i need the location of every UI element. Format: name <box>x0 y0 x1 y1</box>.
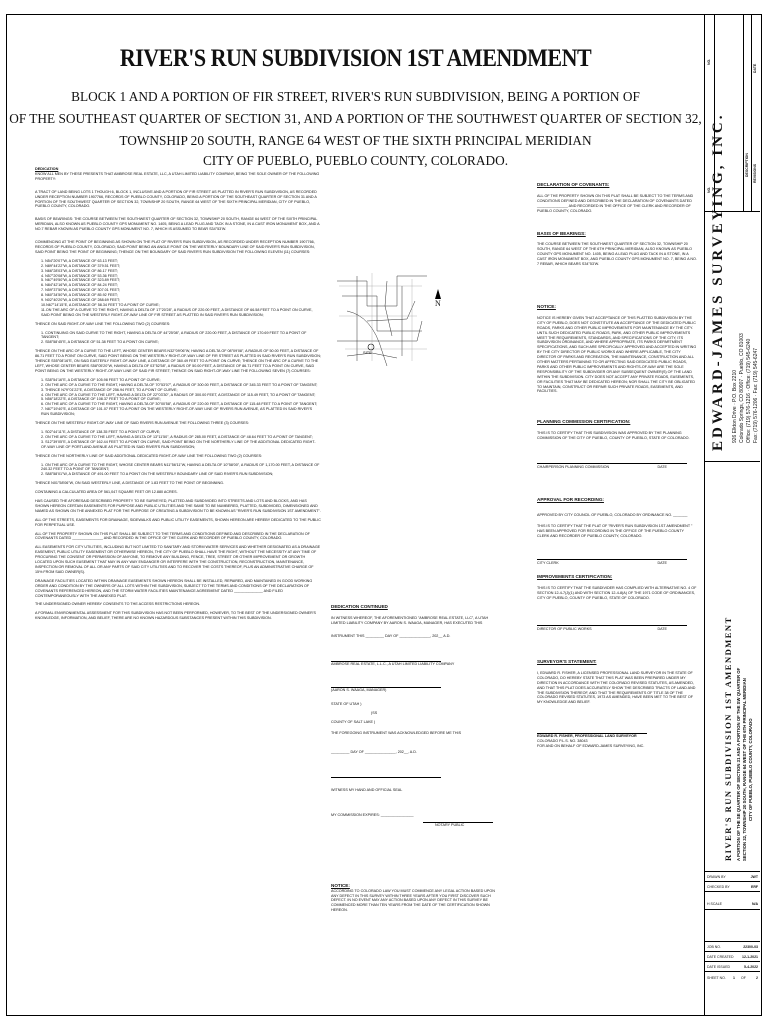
course-item: 1. S38°54'16"E, A DISTANCE OF 105.98 FEET TO A POINT OF CURVE; <box>41 377 161 382</box>
revisions-header: REVISIONS <box>753 163 757 183</box>
bearings-text: THE COURSE BETWEEN THE SOUTHWEST QUARTER OF SECTION 32, TOWNSHIP 20 SOUTH, RANGE 64 WEST OF THE 6TH PRINCIPAL MERIDIAN, ALSO KNOWN AS PUEBLO COUNTY GPS MONUMENT NO. 1405, BEING A LEAD PLUG AND TACK IN A STONE, IN A CAST IRON MONUMENT BOX, AND PUEBLO COUNTY GPS MONUMENT NO. 7, BEING A NO. 7 REBAR, WHICH BEARS S34°53'W. <box>537 242 697 267</box>
commission-text: MY COMMISSION EXPIRES: ________________ <box>331 812 414 817</box>
planning-label: PLANNING COMMISSION CERTIFICATION: <box>537 419 631 425</box>
city-clerk-label: CITY CLERK <box>537 560 559 565</box>
director-label: DIRECTOR OF PUBLIC WORKS <box>537 627 592 632</box>
course-item: 2. S88°58'01"W, A DISTANCE OF 491.00 FEET TO A POINT ON THE WESTERLY BOUNDARY LINE OF SAID RIVER'S RUN SUBDIVISION; <box>41 472 274 477</box>
approval-label: APPROVAL FOR RECORDING: <box>537 497 604 502</box>
notice-label-middle: NOTICE: <box>331 882 350 888</box>
instrument-text: INSTRUMENT THIS _________ DAY OF _______________, 202__ A.D. <box>331 633 451 638</box>
course-item: 2. S58°58'45"E, A DISTANCE OF 51.38 FEET TO A POINT ON CURVE; <box>41 340 159 345</box>
course-item: 6. ON THE ARC OF A CURVE TO THE RIGHT, HAVING A DELTA OF 30°00'58", A RADIUS OF 220.00 FEET, A DISTANCE OF 115.48 FEET TO A POINT OF TANGENT; <box>41 402 318 407</box>
no-header: NO. <box>707 58 711 65</box>
checked-by-value: ERF <box>751 885 758 889</box>
course-item: 7. N59°37'50"W, A DISTANCE OF 307.01 FEET; <box>41 288 120 293</box>
consents-text: THE UNDERSIGNED OWNER HEREBY CONSENTS TO THE ACCESS RESTRICTIONS HEREON. <box>35 602 201 607</box>
vicinity-map <box>327 261 441 371</box>
state-text: STATE OF UTAH ) <box>331 702 362 707</box>
thence-text-4: THENCE N01°58'06"W, ON SAID WESTERLY LINE, A DISTANCE OF 1.83 FEET TO THE POINT OF BEGINNING. <box>35 481 224 486</box>
drawn-by-value: JWT <box>750 875 758 879</box>
date-header: DATE <box>753 63 757 73</box>
acknowledgement-text: THE FOREGOING INSTRUMENT WAS ACKNOWLEDGED BEFORE ME THIS <box>331 731 462 736</box>
thence-text-2: THENCE ON THE WESTERLY RIGHT-OF-WAY LINE OF SAID RIVERS RUN AVENUE THE FOLLOWING THREE (3) COURSES: <box>35 421 250 426</box>
improvements-label: IMPROVEMENTS CERTIFICATION: <box>537 574 613 580</box>
notice-text: NOTICE IS HEREBY GIVEN THAT ACCEPTANCE OF THIS PLATTED SUBDIVISION BY THE CITY OF PUEBLO, DOES NOT CONSTITUTE AN ACCEPTANCE OF THE DEDICATED PUBLIC ROADS, PARKS AND OTHER PUBLIC IMPROVEMENTS FOR MAINTENANCE BY THE CITY. UNTIL SUCH DEDICATED PUBLIC ROADS, PARK, AND OTHER PUBLIC IMPROVEMENTS MEET THE REQUIREMENTS, STANDARDS, AND SPECIFICATIONS OF THE CITY, ITS SUBDIVISION ORDINANCE, AND WHERE APPROPRIATE, ITS PARKS DEPARTMENT SPECIFICATIONS, AND SUCH ARE SPECIFICALLY APPROVED AND ACCEPTED IN WRITING BY THE CITY DIRECTOR OF PUBLIC WORKS AND WHERE APPLICABLE, THE CITY DIRECTOR OF PARKS AND RECREATION, THE MAINTENANCE, CONSTRUCTION AND ALL OTHER MATTERS PERTAINING TO OR AFFECTING SAID DEDICATED PUBLIC ROADS, PARKS AND OTHER PUBLIC IMPROVEMENTS AND RIGHTS-OF-WAY ARE THE SOLE RESPONSIBILITY OF THE SUBDIVIDER OR ANY SUBSEQUENT OWNER(S) OF THE LAND WITHIN THE SUBDIVISION. CITY DOES NOT ACCEPT ANY PRIVATE ROADS, EASEMENTS, OR FACILITIES THAT MAY BE DEDICATED HEREON; NOR SHALL THE CITY BE OBLIGATED TO MAINTAIN, CONSTRUCT OR REPAIR SUCH PRIVATE ROADS, EASEMENTS, AND FACILITIES. <box>537 315 697 394</box>
surveyor-for: FOR AND ON BEHALF OF EDWARD-JAMES SURVEYING, INC. <box>537 744 645 749</box>
project-desc-1: A PORTION OF THE SE QUARTER OF SECTION 31 AND A PORTION OF THE SW QUARTER OF <box>736 667 741 861</box>
signature-line <box>331 777 441 778</box>
north-arrow-icon <box>435 289 441 308</box>
dedication-intro: KNOW ALL MEN BY THESE PRESENTS THAT AMBROSE REAL ESTATE, LLC, A UTAH LIMITED LIABILITY COMPANY, BEING THE SOLE OWNER OF THE FOLLOWING PROPERTY: <box>35 171 320 181</box>
dedication-column <box>35 167 321 625</box>
spacer-cell <box>705 909 760 942</box>
caused-text: HAS CAUSED THE AFORESAID DESCRIBED PROPERTY TO BE SURVEYED, PLATTED AND SUBDIVIDED INTO STREETS AND LOTS AND BLOCKS, AND HAS SHOWN HEREON CERTAIN EASEMENTS FOR PURPOSE AND PUBLIC UTILITIES AND THE SAME TO BE NUMBERED, PLATTED, SUBDIVIDED, DIMENSIONED AND NAMED AS SHOWN ON THE ANNEXED PLAT FOR THE PURPOSE OF CREATING A SUBDIVISION TO BE KNOWN AS "RIVER'S RUN SUBDIVISION 1ST AMENDMENT". <box>35 499 321 513</box>
subtitle-line-3: TOWNSHIP 20 SOUTH, RANGE 64 WEST OF THE SIXTH PRINCIPAL MERIDIAN <box>119 133 592 148</box>
subtitle-line-2: OF THE SOUTHEAST QUARTER OF SECTION 31, AND A PORTION OF THE SOUTHWEST QUARTER OF SECTION 32, <box>9 111 702 126</box>
plat-sheet <box>6 14 762 1016</box>
course-item: 10.N67°14'15"E, A DISTANCE OF 58.34 FEET TO A POINT OF CURVE; <box>41 302 160 307</box>
company-address-2: Colorado Springs, CO 80907 · Pueblo, CO 81003 <box>739 333 745 443</box>
company-address-1: 926 Elkton Drive · P.O. Box 2210 <box>732 369 738 443</box>
course-item: 5. N56°18'22"E, A DISTANCE OF 108.37 FEET TO A POINT OF CURVE; <box>41 397 161 402</box>
checked-by-label: CHECKED BY <box>707 885 730 889</box>
scale-cell <box>705 891 760 910</box>
project-block <box>705 461 760 872</box>
containing-text: CONTAINING A CALCULATED AREA OF 561,047 SQUARE FEET OR 12.880 ACRES. <box>35 490 178 495</box>
course-item: 3. N66°28'03"W, A DISTANCE OF 86.17 FEET; <box>41 268 118 273</box>
company-text: AMBROSE REAL ESTATE, L.L.C., A UTAH LIMITED LIABILITY COMPANY <box>331 661 455 666</box>
sheet-label: SHEET NO. <box>707 976 726 980</box>
course-item: 6. N84°42'16"W, A DISTANCE OF 84.24 FEET; <box>41 283 118 288</box>
acknowledgement-day-text: _________ DAY OF _______________, 202__, A.D. <box>331 750 417 755</box>
thence-text-3: THENCE ON THE NORTHERLY LINE OF SAID ADDITIONAL DEDICATED RIGHT-OF-WAY LINE THE FOLLOWING TWO (2) COURSES: <box>35 453 263 458</box>
course-item: 1. CONTINUING ON SAID CURVE TO THE RIGHT, HAVING A DELTA OF 44°25'08", A RADIUS OF 220.00 FEET, A DISTANCE OF 170.69 FEET TO A POINT OF TANGENT; <box>41 330 307 340</box>
manager-text: (AARON S. WAAGA, MANAGER) <box>331 687 387 692</box>
course-item: 4. N57°20'08"W, A DISTANCE OF 53.36 FEET; <box>41 273 118 278</box>
planning-signature-row <box>537 463 687 470</box>
courses-list-2 <box>41 331 321 346</box>
course-item: 2. N89°44'22"W, A DISTANCE OF 379.51 FEET; <box>41 263 120 268</box>
job-label: JOB NO. <box>707 945 722 949</box>
date-label: DATE <box>657 465 667 470</box>
planning-text: THIS IS TO CERTIFY THAT THIS SUBDIVISION WAS APPROVED BY THE PLANNING COMMISSION OF THE CITY OF PUEBLO, COUNTY OF PUEBLO, STATE OF COLORADO. <box>537 431 690 441</box>
course-item: 8. N60°34'50"W, A DISTANCE OF 85.92 FEET; <box>41 293 118 298</box>
company-phone: Office: (719) 576-1216 · Office: (719) 545-6240 <box>746 338 752 443</box>
environmental-text: A FORMAL ENVIRONMENTAL ASSESSMENT FOR THIS SUBDIVISION HAS NOT BEEN PERFORMED, HOWEVER, TO THE BEST OF THE UNDERSIGNED OWNER'S KNOWLEDGE, INFORMATION, AND BELIEF, THERE ARE NO KNOWN HAZARDOUS SUBSTANCES PRESENT WITHIN THIS SUBDIVISION. <box>35 611 316 621</box>
course-item: 4. ON THE ARC OF A CURVE TO THE LEFT, HAVING A DELTA OF 22°03'30", A RADIUS OF 300.00 FEET, A DISTANCE OF 115.49 FEET, TO A POINT OF TANGENT; <box>41 392 316 397</box>
drainage-text: DRAINAGE FACILITIES LOCATED WITHIN DRAINAGE EASEMENTS SHOWN HEREON SHALL BE INSTALLED, REPAIRED, AND MAINTAINED IN GOOD WORKING ORDER AND CONDITION BY THE OWNERS OF ALL LOTS WITHIN THE SUBDIVISION, SUBJECT TO THE TERMS AND CONDITIONS OF THE DECLARATION OF COVENANTS REFERENCED HEREON, AND THE STORM WATER FACILITIES MAINTENANCE AGREEMENT DATED ______________ AND FILED CONTEMPORANEOUSLY WITH THE ANNEXED PLAT. <box>35 578 313 598</box>
course-item: 3. THENCE N79°01'22"E, A DISTANCE OF 256.94 FEET, TO A POINT OF CURVE; <box>41 387 178 392</box>
site-label: SITE <box>363 350 372 355</box>
surveyor-reg: COLORADO P.L.S. NO. 38043 <box>537 739 588 744</box>
sheet-cell <box>705 971 760 984</box>
page-title: RIVER'S RUN SUBDIVISION 1ST AMENDMENT <box>119 43 592 72</box>
surveyor-text: I, EDWARD R. FISHER, A LICENSED PROFESSIONAL LAND SURVEYOR IN THE STATE OF COLORADO, DO HEREBY STATE THAT THIS PLAT WAS BEEN PREPARED UNDER MY DIRECTION IN ACCORDANCE WITH THE COLORADO REVISED STATUTES, AS AMENDED, AND THAT THIS PLAT DOES ACCURATELY SHOW THE DESCRIBED TRACTS OF LAND AND THE SUBDIVISION THEREOF, AND THAT THE REQUIREMENTS OF TITLE 38 OF THE COLORADO REVISED STATUTES, 1973 AS AMENDED, HAVE BEEN MET TO THE BEST OF MY KNOWLEDGE AND BELIEF. <box>537 670 696 705</box>
company-fax: Fax: (719) 576-1206 · Fax: (719) 545-6247 <box>753 347 759 443</box>
certify-text: THIS IS TO CERTIFY THAT THE PLAT OF "RIVER'S RUN SUBDIVISION 1ST AMENDMENT " HAS BEEN APPROVED FOR RECORDING IN THE OFFICE OF THE PUEBLO COUNTY CLERK AND RECORDER OF PUEBLO COUNTY, COLORADO. <box>537 523 693 538</box>
subtitle-line-4: CITY OF PUEBLO, PUEBLO COUNTY, COLORADO. <box>202 153 509 168</box>
chairperson-label: CHAIRPERSON PLANNING COMMISSION <box>537 465 610 470</box>
tract-description: A TRACT OF LAND BEING LOTS 1 THOUGH 6, BLOCK 1, INCLUSIVE AND A PORTION OF FIR STREET AS PLATTED IN RIVER'S RUN SUBDIVISION, AS RECORDED UNDER RECEPTION NUMBER 1907766, RECORDS OF PUEBLO COUNTY, COLORADO, BEING A PORTION OF THE SOUTHEAST QUARTER OF SECTION 31 AND A PORTION OF THE SOUTHWEST QUARTER OF SECTION 32, TOWNSHIP 20 SOUTH, RANGE 64 WEST OF THE SIXTH PRINCIPAL MERIDIAN, CITY OF PUEBLO, PUEBLO COUNTY, COLORADO. <box>35 189 317 209</box>
surveyor-label: SURVEYOR'S STATEMENT: <box>537 658 597 664</box>
courses-list-5 <box>41 463 321 478</box>
sheet-number: 1 <box>733 976 735 980</box>
project-title: RIVER'S RUN SUBDIVISION 1ST AMENDMENT <box>723 616 733 861</box>
director-signature-row <box>537 625 687 632</box>
basis-of-bearings-text: BASIS OF BEARINGS: THE COURSE BETWEEN THE SOUTHWEST QUARTER OF SECTION 32, TOWNSHIP 20 SOUTH, RANGE 64 WEST OF THE SIXTH PRINCIPAL MERIDIAN, ALSO KNOWN AS PUEBLO COUNTY GPS MONUMENT NO. 1405, BEING A LEAD PLUG AND TACK IN A STONE, IN A CAST IRON MONUMENT BOX, AND A NO.7 REBAR KNOWN AS PUEBLO COUNTY GPS MONUMENT NO. 7, WHICH IS ASSUMED TO BEAR S34°53'W. <box>35 217 320 232</box>
witness-seal-text: WITNESS MY HAND AND OFFICIAL SEAL <box>331 787 403 792</box>
covenants-text: ALL OF THE PROPERTY SHOWN ON THIS PLAT SHALL BE SUBJECT TO THE TERMS AND CONDITIONS DEFINED AND DESCRIBED IN THE DECLARATION OF COVENANTS DATED _______________ AND RECORDED IN THE OFFICE OF THE CLERK AND RECORDER OF PUEBLO COUNTY, COLORADO. <box>537 193 694 213</box>
improvements-text: THIS IS TO CERTIFY THAT THE SUBDIVIDER HAS COMPLIED WITH ALTERNATIVE NO. 4 OF SECTION 12-4-7(J)(1) AND WITH SECTION 12-4-8(A) OF THE 1971 CODE OF ORDINANCES, CITY OF PUEBLO, COUNTY OF PUEBLO, STATE OF COLORADO. <box>537 586 697 601</box>
course-item: 1. ON THE ARC OF A CURVE TO THE RIGHT, WHOSE CENTER BEARS N11°56'11"W, HAVING A DELTA OF 10°58'00", A RADIUS OF 1,170.00 FEET, A DISTANCE OF 240.32 FEET TO A POINT OF TANGENT; <box>41 462 320 472</box>
course-item: 11.ON THE ARC OF A CURVE TO THE RIGHT, HAVING A DELTA OF 17°20'28", A RADIUS OF 220.00 FEET, A DISTANCE OF 66.58 FEET TO A POINT ON CURVE, SAID POINT BEING ON THE WESTERLY RIGHT-OF-WAY LINE OF FIR STREET AS PLATTED IN SAID RIVER'S RUN SUBDIVISION; <box>41 307 313 317</box>
streets-text: ALL OF THE STREETS, EASEMENTS FOR DRAINAGE, SIDEWALKS AND PUBLIC UTILITY EASEMENTS, SHOWN HEREON ARE HEREBY DEDICATED TO THE PUBLIC FOR PERPETUAL USE. <box>35 517 321 527</box>
property-text: ALL OF THE PROPERTY SHOWN ON THIS PLAT SHALL BE SUBJECT TO THE TERMS AND CONDITIONS DEFINED AND DESCRIBED IN THE DECLARATION OF COVENANTS DATED _______________ AND RECORDED IN THE OFFICE OF THE CLERK AND RECORDER OF PUEBLO COUNTY, COLORADO. <box>35 531 310 541</box>
course-item: 1. N54°20'07"W, A DISTANCE OF 63.13 FEET; <box>41 258 118 263</box>
witness-text: IN WITNESS WHEREOF, THE AFOREMENTIONED "AMBROSE REAL ESTATE, LLC", A UTAH LIMITED LIABILITY COMPANY BY AARON S. WAAGA, MANAGER, HAS EXECUTED THIS <box>331 615 489 625</box>
sheet-of-label: OF <box>741 976 746 980</box>
main-area <box>7 15 704 1015</box>
job-value: 22300-03 <box>743 945 758 949</box>
thence-text-1: THENCE ON SAID RIGHT-OF-WAY LINE THE FOLLOWING TWO (2) COURSES: <box>35 321 171 326</box>
date-label: DATE <box>657 627 667 632</box>
project-desc-3: CITY OF PUEBLO, PUEBLO COUNTY, COLORADO <box>748 718 753 821</box>
courses-list-3 <box>41 378 321 417</box>
vicinity-map-drawing <box>327 261 437 371</box>
notice-text-middle: ACCORDING TO COLORADO LAW YOU MUST COMMENCE ANY LEGAL ACTION BASED UPON ANY DEFECT IN THIS SURVEY WITHIN THREE YEARS AFTER YOU FIRST DISCOVER SUCH DEFECT. IN NO EVENT MAY ANY ACTION BASED UPON ANY DEFECT IN THIS SURVEY BE COMMENCED MORE THAN TEN YEARS FROM THE DATE OF THE CERTIFICATION SHOWN HEREON. <box>331 888 495 913</box>
course-item: 5. N67°49'50"W, A DISTANCE OF 323.89 FEET; <box>41 278 120 283</box>
north-label: N <box>435 299 441 308</box>
course-item: 2. ON THE ARC OF A CURVE TO THE LEFT, HAVING A DELTA OF 13°11'50", A RADIUS OF 285.00 FEET, A DISTANCE OF 48.64 FEET TO A POINT OF TANGENT; <box>41 434 313 439</box>
scale-value: N/A <box>751 902 758 906</box>
course-item: 3. S12°39'05"E, A DISTANCE OF 162.44 FEET TO A POINT ON CURVE, SAID POINT BEING ON THE NORTHERLY LINE OF THE ADDITIONAL DEDICATED RIGHT-OF-WAY LINE OF PORTLAND AVENUE AS PLATTED IN SAID RIVER'S RUN SUBDIVISION; <box>41 439 316 449</box>
dedication-continued-label: DEDICATION CONTINUED <box>331 604 388 609</box>
issued-value: 5-4-2022 <box>743 965 758 969</box>
course-item: 2. ON THE ARC OF A CURVE TO THE RIGHT, HAVING A DELTA OF 70°53'07", A RADIUS OF 300.00 FEET, A DISTANCE OF 345.33 FEET TO A POINT OF TANGENT; <box>41 382 318 387</box>
certifications-column <box>537 183 697 749</box>
course-item: 7. N87°19'40"E, A DISTANCE OF 101.07 FEET TO A POINT ON THE WESTERLY RIGHT-OF-WAY LINE OF RIVERS RUN AVENUE, AS PLATTED IN SAID RIVER'S RUN SUBDIVISION; <box>41 407 313 417</box>
courses-list-4 <box>41 430 321 450</box>
title-block <box>704 15 761 1015</box>
utility-text: ALL EASEMENTS FOR CITY UTILITIES, INCLUDING BUT NOT LIMITED TO SANITARY AND STORM WATER SERVICES AND WHETHER DESIGNATED AS A DRAINAGE EASEMENT, PUBLIC UTILITY EASEMENT OR OTHERWISE HEREON, THE CITY OF PUEBLO SHALL HAVE THE RIGHT, WITHOUT THE NECESSITY AT ANY TIME OF PROCURING THE CONSENT OR PERMISSION OF ANYONE, TO REMOVE ANY BUILDING, FENCE, TREE, STREET OR OTHER IMPROVEMENT OR GROWTH LOCATED UPON SUCH EASEMENT THAT MAY IN ANY WAY ENDANGER OR INTERFERE WITH THE CONSTRUCTION, RECONSTRUCTION, MAINTENANCE, INSPECTION OR REMOVAL OF ALL OR ANY PARTS OF SAID CITY UTILITIES AND TO RECOVER THE COSTS THEREOF, PLUS AN ADMINISTRATIVE CHARGE OF 15% FROM SAID OWNER(S). <box>35 545 321 574</box>
county-text: COUNTY OF SALT LAKE ) <box>331 720 376 725</box>
created-label: DATE CREATED <box>707 955 734 959</box>
scale-label: H SCALE <box>707 902 722 906</box>
no-header: NO. <box>707 186 711 193</box>
dedication-label: DEDICATION <box>35 167 59 171</box>
north-arrow-shape <box>435 289 441 299</box>
sheet-total: 2 <box>756 976 758 980</box>
approval-text: APPROVED BY CITY COUNCIL OF PUEBLO, COLORADO BY ORDINANCE NO. _______ <box>537 512 688 517</box>
course-item: 1. S02°44'11"E, A DISTANCE OF 138.35 FEET TO A POINT OF CURVE; <box>41 429 161 434</box>
covenants-label: DECLARATION OF COVENANTS: <box>537 182 610 187</box>
course-item: 9. N02°40'20"W, A DISTANCE OF 288.69 FEET; <box>41 298 120 303</box>
notary-text: NOTARY PUBLIC <box>435 822 465 827</box>
company-name: EDWARD-JAMES SURVEYING, INC. <box>710 112 726 451</box>
drawn-by-label: DRAWN BY <box>707 875 726 879</box>
courses-list-1 <box>41 259 321 318</box>
date-label: DATE <box>657 560 667 565</box>
dedication-continued-column <box>331 605 503 917</box>
ss-text: )SS <box>371 711 378 716</box>
arc-text: THENCE ON THE ARC OF A CURVE TO THE LEFT, WHOSE CENTER BEARS N32°09'06"W, HAVING A DELTA OF 08°09'08", A RADIUS OF 50.00 FEET, A DISTANCE OF 86.71 FEET TO A POINT ON CURVE, SAID POINT BEING ON THE WESTERLY RIGHT-OF-WAY LINE OF FIR STREET AS PLATTED IN SAID RIVER'S RUN SUBDIVISION; THENCE S55°08'16"E, ON SAID EASTERLY RIGHT-OF-WAY LINE, A DISTANCE OF 360.49 FEET TO A POINT ON CURVE; THENCE ON THE ARC OF A CURVE TO THE LEFT, WHOSE CENTER BEARS S58°05'20"W, HAVING A DELTA OF 03°52'58", A RADIUS OF 50.00 FEET, A DISTANCE OF 86.71 FEET TO A POINT ON CURVE, SAID POINT BEING ON THE WESTERLY RIGHT-OF-WAY LINE OF SAID FIR STREET; THENCE ON SAID RIGHT-OF-WAY LINE THE FOLLOWING SEVEN (7) COURSES: <box>35 349 321 373</box>
issued-label: DATE ISSUED <box>707 965 731 969</box>
bearings-label: BASIS OF BEARINGS: <box>537 230 586 236</box>
commencing-text: COMMENCING AT THE POINT OF BEGINNING AS SHOWN ON THE PLAT OF RIVER'S RUN SUBDIVISION, AS RECORDED UNDER RECEPTION NUMBER 1907766, RECORDS OF PUEBLO COUNTY, COLORADO; SAID POINT BEING AN ANGLE POINT ON THE WESTERLY BOUNDARY LINE OF SAID RIVER'S RUN SUBDIVISION, SAID POINT BEING THE POINT OF BEGINNING; THENCE ON THE BOUNDARY OF SAID RIVER'S RUN SUBDIVISION THE FOLLOWING ELEVEN (11) COURSES: <box>35 240 315 254</box>
subtitle-line-1: BLOCK 1 AND A PORTION OF FIR STREET, RIVER'S RUN SUBDIVISION, BEING A PORTION OF <box>71 89 640 104</box>
description-header: DESCRIPTION <box>745 153 749 177</box>
notice-label: NOTICE: <box>537 303 556 309</box>
created-value: 12-1-2021 <box>742 955 758 959</box>
clerk-signature-row <box>537 559 687 566</box>
surveyor-name: EDWARD R. FISHER, PROFESSIONAL LAND SURVEYOR <box>537 734 637 739</box>
project-desc-2: SECTION 32, TOWNSHIP 20 SOUTH, RANGE 64 WEST OF THE 6TH PRINCIPAL MERIDIAN <box>742 678 747 861</box>
